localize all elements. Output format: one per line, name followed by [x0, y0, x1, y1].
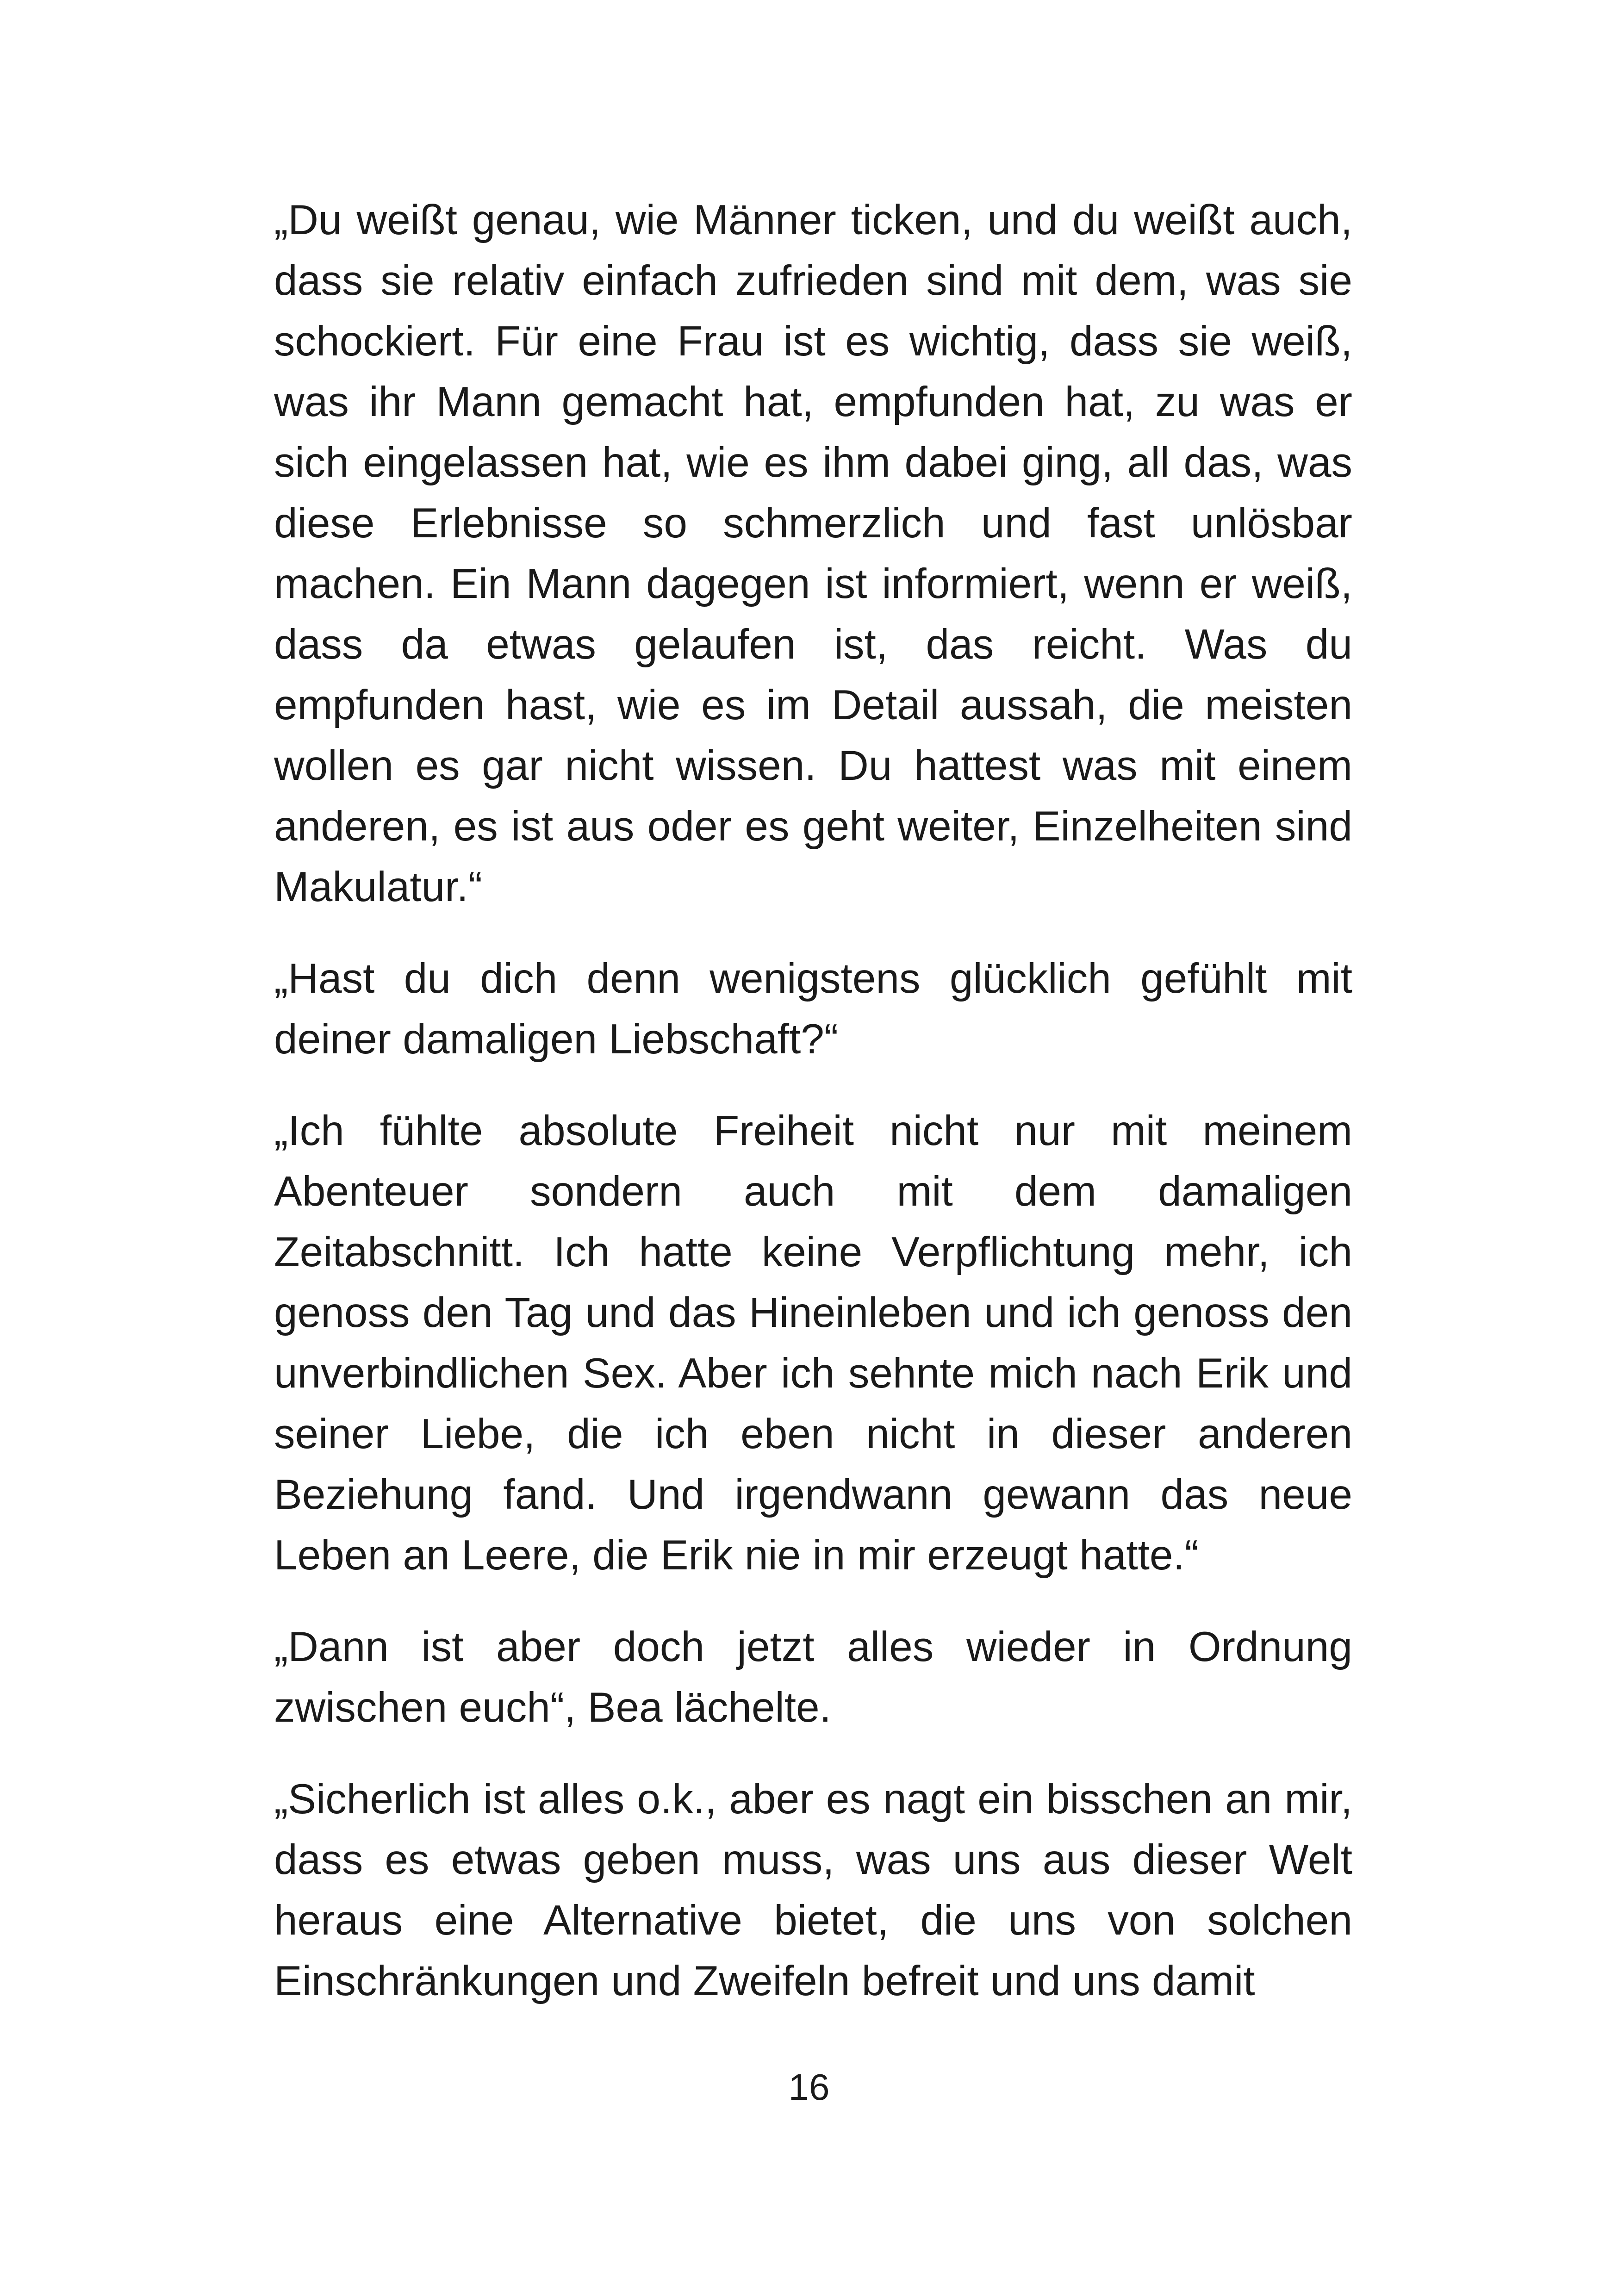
body-text: [274, 190, 1352, 2042]
paragraph-2: „Hast du dich denn wenigstens glücklich gefühlt mit deiner damaligen Liebschaft?“: [274, 955, 1352, 1063]
page-number: 16: [788, 2066, 830, 2108]
paragraph-5: „Sicherlich ist alles o.k., aber es nagt ein bisschen an mir, dass es etwas geben muss, was uns aus dieser Welt heraus eine Alternative bietet, die uns von solchen Einschränkungen und Zweifeln befreit und uns damit: [274, 1776, 1352, 2004]
paragraph-3: „Ich fühlte absolute Freiheit nicht nur mit meinem Abenteuer sondern auch mit dem damaligen Zeitabschnitt. Ich hatte keine Verpflichtung mehr, ich genoss den Tag und das Hineinleben und ich genoss den unverbindlichen Sex. Aber ich sehnte mich nach Erik und seiner Liebe, die ich eben nicht in dieser anderen Beziehung fand. Und irgendwann gewann das neue Leben an Leere, die Erik nie in mir erzeugt hatte.“: [274, 1108, 1352, 1579]
paragraph-4: „Dann ist aber doch jetzt alles wieder in Ordnung zwischen euch“, Bea lächelte.: [274, 1624, 1352, 1731]
paragraph-1: „Du weißt genau, wie Männer ticken, und du weißt auch, dass sie relativ einfach zufrieden sind mit dem, was sie schockiert. Für eine Frau ist es wichtig, dass sie weiß, was ihr Mann gemacht hat, empfunden hat, zu was er sich eingelassen hat, wie es ihm dabei ging, all das, was diese Erlebnisse so schmerzlich und fast unlösbar machen. Ein Mann dagegen ist informiert, wenn er weiß, dass da etwas gelaufen ist, das reicht. Was du empfunden hast, wie es im Detail aussah, die meisten wollen es gar nicht wissen. Du hattest was mit einem anderen, es ist aus oder es geht weiter, Einzelheiten sind Makulatur.“: [274, 197, 1352, 910]
